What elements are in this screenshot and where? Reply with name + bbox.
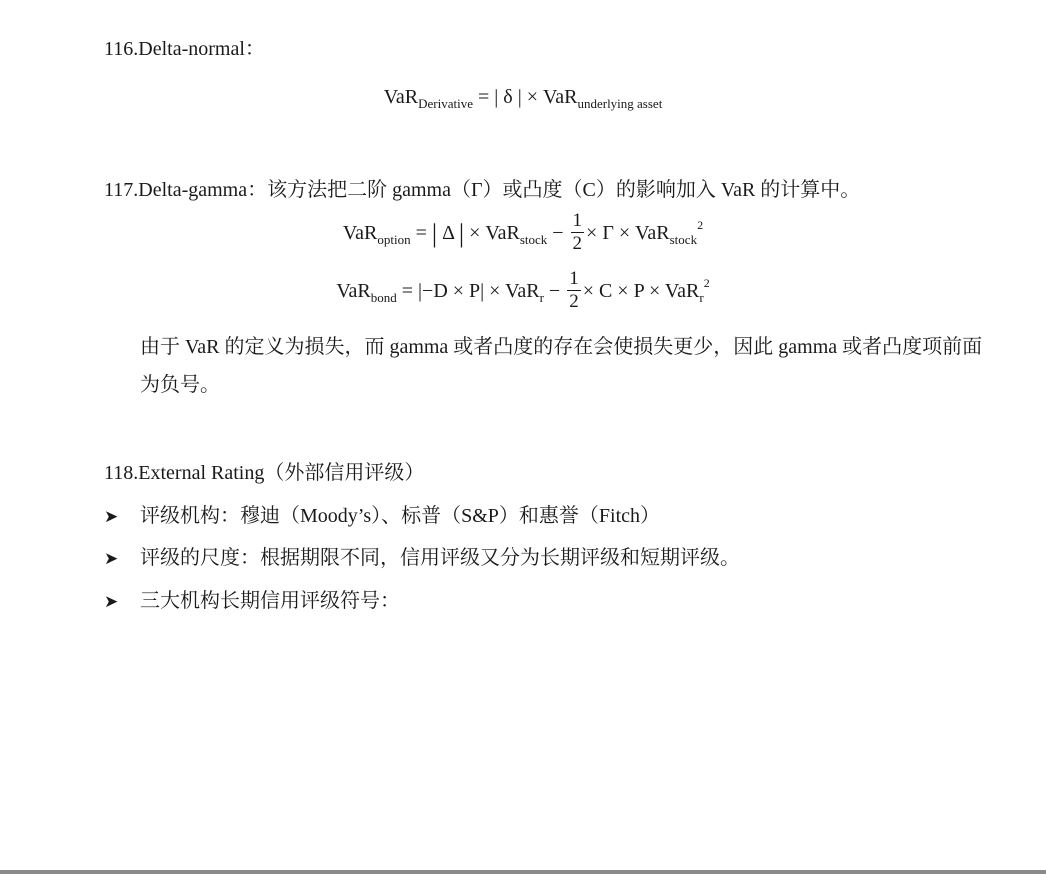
subscript-r: r xyxy=(539,290,544,306)
fraction-one-half xyxy=(567,268,581,313)
fraction-denominator: 2 xyxy=(572,233,583,254)
bullet-item xyxy=(104,588,400,615)
fraction-numerator: 1 xyxy=(569,268,579,289)
heading-117: 117.Delta-gamma：该方法把二阶 gamma（Γ）或凸度（C）的影响加入 VaR 的计算中。 xyxy=(104,179,861,201)
heading-118: 118.External Rating（外部信用评级） xyxy=(104,462,425,484)
var-symbol: VaR xyxy=(543,86,578,108)
formula-var-bond xyxy=(0,270,1046,315)
var-symbol: VaR xyxy=(336,280,371,303)
fraction-denominator: 2 xyxy=(569,291,579,312)
formula-operator: × Γ × xyxy=(586,222,636,245)
var-symbol: VaR xyxy=(342,222,378,245)
bullet-text: 评级机构：穆迪（Moody’s）、标普（S&P）和惠誉（Fitch） xyxy=(140,505,661,527)
subscript-underlying: underlying asset xyxy=(577,96,663,111)
var-symbol: VaR xyxy=(383,86,419,108)
arrow-bullet-icon: ➤ xyxy=(104,507,119,527)
subscript-option: option xyxy=(377,232,411,248)
bullet-item xyxy=(104,503,660,530)
formula-operator: = |−D × P| × xyxy=(396,280,506,303)
page-bottom-divider xyxy=(0,870,1046,874)
subscript-r: r xyxy=(699,290,704,306)
fraction-numerator: 1 xyxy=(572,210,583,231)
abs-bar-right: | xyxy=(458,219,465,249)
formula-var-option xyxy=(0,212,1046,257)
var-symbol: VaR xyxy=(485,222,520,245)
formula-operator: × xyxy=(464,222,486,245)
subscript-bond: bond xyxy=(370,290,397,306)
bullet-item xyxy=(104,545,740,572)
subscript-stock: stock xyxy=(519,232,548,248)
arrow-bullet-icon: ➤ xyxy=(104,549,119,569)
fraction-one-half xyxy=(571,210,585,255)
heading-116: 116.Delta-normal： xyxy=(104,38,265,60)
formula-operator: − xyxy=(543,280,566,303)
delta-symbol: Δ xyxy=(437,222,459,245)
formula-delta-normal xyxy=(0,86,1046,109)
formula-operator: − xyxy=(547,222,569,245)
formula-operator: = xyxy=(410,222,432,245)
var-symbol: VaR xyxy=(635,222,670,245)
superscript-2: 2 xyxy=(703,276,710,291)
arrow-bullet-icon: ➤ xyxy=(104,592,119,612)
bullet-text: 三大机构长期信用评级符号： xyxy=(140,590,400,612)
explanation-paragraph: 由于 VaR 的定义为损失，而 gamma 或者凸度的存在会使损失更少，因此 gamma 或者凸度项前面为负号。 xyxy=(140,336,983,396)
subscript-derivative: Derivative xyxy=(418,96,474,111)
superscript-2: 2 xyxy=(697,218,704,233)
var-symbol: VaR xyxy=(664,280,700,303)
subscript-stock: stock xyxy=(669,232,698,248)
bullet-text: 评级的尺度：根据期限不同，信用评级又分为长期评级和短期评级。 xyxy=(140,547,740,569)
formula-operator: = | δ | × xyxy=(473,86,544,108)
abs-bar-left: | xyxy=(431,219,438,249)
formula-operator: × C × P × xyxy=(582,280,665,303)
var-symbol: VaR xyxy=(505,280,540,303)
